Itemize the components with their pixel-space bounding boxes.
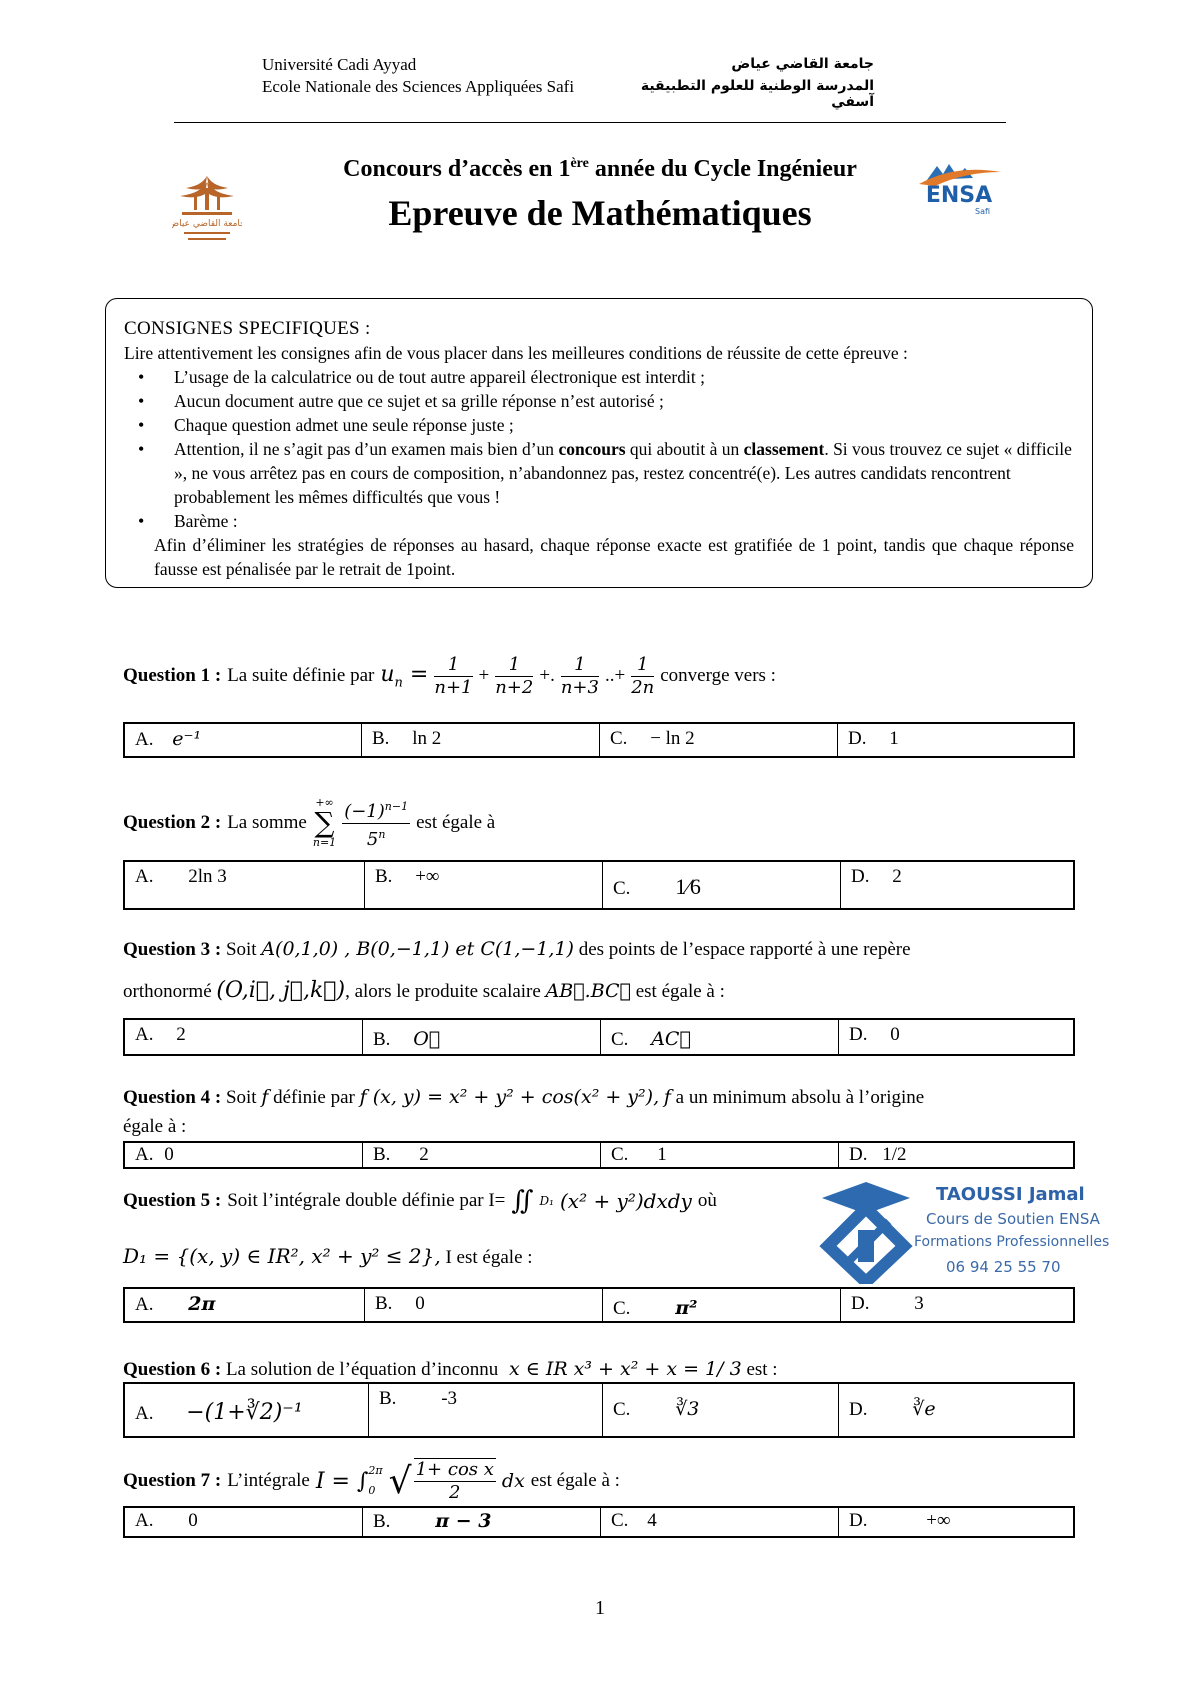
instruction-item: • Aucun document autre que ce sujet et sa grille réponse n’est autorisé ;: [174, 389, 1074, 413]
page-number: 1: [595, 1597, 605, 1619]
answer-d[interactable]: D. 1/2: [849, 1144, 907, 1165]
answer-b[interactable]: B. +∞: [365, 862, 603, 908]
instruction-item: • Barème :: [174, 509, 1074, 533]
instructions-list: [124, 365, 1074, 533]
answer-a[interactable]: A. 2π: [125, 1289, 365, 1321]
answer-a[interactable]: A. 0: [125, 1143, 363, 1167]
question-3-line1: Question 3 : Soit A(0,1,0) , B(0,−1,1) et C(1,−1,1) des points de l’espace rapporté à une repère: [123, 938, 911, 960]
question-4-answers: [123, 1141, 1075, 1169]
question-6: Question 6 : La solution de l’équation d’inconnu x ∈ IR x³ + x² + x = 1/ 3 est :: [123, 1358, 778, 1380]
university-logo-caption: جامعة القاضي عياض: [172, 219, 242, 229]
answer-d[interactable]: D. 2: [851, 866, 902, 887]
watermark-line2: Formations Professionnelles: [914, 1234, 1110, 1250]
question-label: Question 5 :: [123, 1190, 222, 1211]
question-3-line2: orthonormé (O,i⃗, j⃗,k⃗), alors le produite scalaire AB⃗.BC⃗ est égale à :: [123, 978, 725, 1003]
instruction-item: • Attention, il ne s’agit pas d’un examen mais bien d’un concours qui aboutit à un classement. Si vous trouvez ce sujet « difficile », ne vous arrêtez pas en cours de composition, n’abandonnez pas, restez concentré(e). Les autres candidats rencontrent probablement les mêmes difficultés que vous !: [174, 437, 1074, 509]
university-name-ar: جامعة القاضي عياض: [731, 56, 874, 72]
answer-d[interactable]: D. +∞: [849, 1510, 951, 1531]
answer-c[interactable]: C. AC⃗: [601, 1020, 839, 1054]
question-3-answers: [123, 1018, 1075, 1056]
school-name-fr: Ecole Nationale des Sciences Appliquées Safi: [262, 77, 575, 96]
university-name-fr: Université Cadi Ayyad: [262, 55, 417, 74]
answer-c[interactable]: C. 1⁄6: [603, 862, 841, 908]
header-rule: [174, 122, 1006, 123]
question-1: Question 1 : La suite définie par $u_n$ = $\frac{1}{n+1}$ + $\frac{1}{n+2}$ +. $\frac{1}{n+3}$ ..+ $\frac{1}{2n}$ converge vers :: [123, 653, 776, 698]
answer-d[interactable]: D. 3: [851, 1293, 924, 1314]
answer-a[interactable]: A. e⁻¹: [125, 724, 362, 756]
answer-c[interactable]: C. ∛3: [603, 1384, 839, 1436]
answer-b[interactable]: B. -3: [369, 1384, 603, 1436]
watermark-phone: 06 94 25 55 70: [946, 1258, 1061, 1276]
ensa-logo-sub: Safi: [975, 207, 991, 216]
instructions-box: [105, 298, 1093, 588]
instruction-item: • Chaque question admet une seule réponse juste ;: [174, 413, 1074, 437]
question-4-line1: Question 4 : Soit f définie par f (x, y) = x² + y² + cos(x² + y²), f a un minimum absolu à l’origine: [123, 1086, 925, 1108]
answer-c[interactable]: C. 1: [601, 1143, 839, 1167]
answer-b[interactable]: B. ln 2: [362, 724, 600, 756]
graduation-cap-icon: [818, 1178, 914, 1284]
ensa-logo-text: ENSA: [925, 183, 993, 208]
exam-title-line2: Epreuve de Mathématiques: [388, 193, 812, 233]
question-2-answers: [123, 860, 1075, 910]
question-label: Question 6 :: [123, 1359, 222, 1380]
question-7: Question 7 : L’intégrale I = ∫ 2π 0 √ $\frac{\text{1+ cos x}}{2}$ dx est égale à :: [123, 1459, 620, 1503]
answer-b[interactable]: B. 0: [365, 1289, 603, 1321]
instructions-bareme: Afin d’éliminer les stratégies de réponses au hasard, chaque réponse exacte est gratifiée de 1 point, tandis que chaque réponse fausse est pénalisée par le retrait de 1point.: [154, 535, 1074, 579]
answer-d[interactable]: D. ∛e: [849, 1398, 936, 1420]
answer-a[interactable]: A. 2ln 3: [125, 862, 365, 908]
question-label: Question 2 :: [123, 812, 222, 833]
question-5-line1: Question 5 : Soit l’intégrale double définie par I= ∬ D₁ (x² + y²)dxdy où: [123, 1186, 717, 1216]
question-7-answers: [123, 1506, 1075, 1538]
answer-a[interactable]: A. 2: [125, 1020, 363, 1054]
question-6-answers: [123, 1382, 1075, 1438]
tutor-watermark: [818, 1178, 1108, 1284]
question-label: Question 1 :: [123, 665, 222, 686]
question-label: Question 4 :: [123, 1087, 222, 1108]
question-1-answers: [123, 722, 1075, 758]
question-2: Question 2 : La somme +∞ ∑ n=1 $\frac{(-1)^{n-1}}{5^n}$ est égale à: [123, 796, 496, 850]
watermark-name: TAOUSSI Jamal: [936, 1184, 1085, 1205]
answer-b[interactable]: B. π − 3: [363, 1508, 601, 1536]
instructions-heading: CONSIGNES SPECIFIQUES :: [124, 318, 371, 339]
answer-d[interactable]: D. 1: [848, 728, 899, 749]
answer-c[interactable]: C. π²: [603, 1289, 841, 1321]
answer-b[interactable]: B. 2: [363, 1143, 601, 1167]
school-name-ar: المدرسة الوطنية للعلوم التطبيقية آسفي: [640, 78, 874, 110]
answer-a[interactable]: A. 0: [125, 1508, 363, 1536]
watermark-line1: Cours de Soutien ENSA: [926, 1210, 1100, 1228]
instruction-item: • L’usage de la calculatrice ou de tout autre appareil électronique est interdit ;: [174, 365, 1074, 389]
instructions-intro: Lire attentivement les consignes afin de vous placer dans les meilleures conditions de réussite de cette épreuve :: [124, 343, 908, 363]
answer-d[interactable]: D. 0: [849, 1024, 900, 1045]
answer-b[interactable]: B. O⃗: [363, 1020, 601, 1054]
question-5-line2: D₁ = {(x, y) ∈ IR², x² + y² ≤ 2}, I est égale :: [123, 1244, 533, 1268]
question-4-line2: égale à :: [123, 1116, 187, 1137]
question-label: Question 3 :: [123, 939, 222, 960]
answer-a[interactable]: A. −(1+∛2)⁻¹: [125, 1384, 369, 1436]
question-label: Question 7 :: [123, 1470, 222, 1491]
exam-title-line1: Concours d’accès en 1ère année du Cycle Ingénieur: [343, 156, 857, 182]
answer-c[interactable]: C. 4: [601, 1508, 839, 1536]
answer-c[interactable]: C. − ln 2: [600, 724, 838, 756]
question-5-answers: [123, 1287, 1075, 1323]
